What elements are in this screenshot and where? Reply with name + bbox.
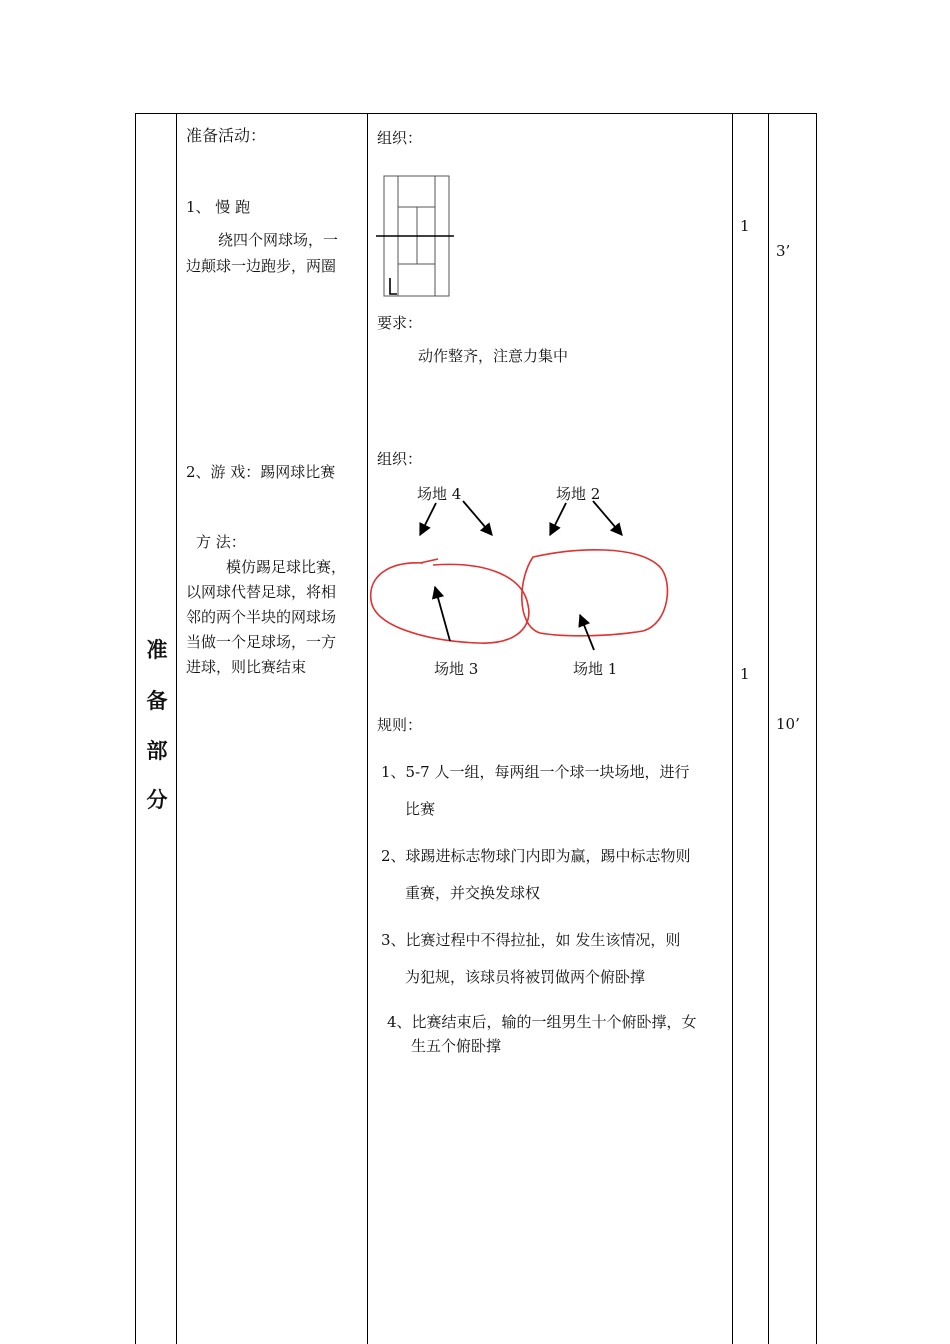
rule-line: 比赛 — [405, 800, 436, 818]
table-right-border — [816, 114, 817, 1344]
section-title-char: 备 — [146, 689, 168, 713]
rule-line: 1、5-7 人一组，每两组一个球一块场地，进行 — [381, 763, 690, 781]
method-line: 以网球代替足球，将相 — [186, 583, 337, 601]
requirement-label: 要求： — [377, 314, 423, 332]
field-label-4: 场地 4 — [417, 485, 462, 503]
field-label-1: 场地 1 — [573, 660, 618, 678]
column-divider-3 — [732, 114, 733, 1344]
section-title-char: 分 — [146, 788, 168, 812]
arrow — [550, 503, 566, 535]
method-line: 当做一个足球场，一方 — [186, 633, 337, 651]
method-line: 邻的两个半块的网球场 — [186, 608, 337, 626]
rules-label: 规则： — [377, 716, 423, 734]
arrow — [420, 503, 436, 535]
field-outline-left — [371, 559, 529, 643]
repetition-count: 1 — [740, 665, 750, 683]
column-divider-4 — [768, 114, 769, 1344]
duration: 3’ — [776, 242, 791, 260]
table-left-border — [135, 114, 136, 1344]
org-label: 组织： — [377, 450, 423, 468]
arrow — [593, 501, 622, 535]
rule-line: 生五个俯卧撑 — [411, 1037, 502, 1055]
rule-line: 2、球踢进标志物球门内即为赢，踢中标志物则 — [381, 847, 691, 865]
column-divider-1 — [176, 114, 177, 1344]
field-layout-diagram — [368, 495, 673, 660]
org-label: 组织： — [377, 129, 423, 147]
rule-line: 重赛，并交换发球权 — [405, 884, 541, 902]
repetition-count: 1 — [740, 217, 750, 235]
duration: 10’ — [776, 715, 800, 733]
field-label-3: 场地 3 — [434, 660, 479, 678]
rule-line: 4、比赛结束后，输的一组男生十个俯卧撑，女 — [387, 1013, 697, 1031]
arrow — [463, 501, 492, 535]
column-divider-2 — [367, 114, 368, 1344]
method-label: 方 法： — [196, 533, 246, 551]
rule-line: 3、比赛过程中不得拉扯，如 发生该情况，则 — [381, 931, 681, 949]
section-title-char: 部 — [146, 739, 168, 763]
activity-1-desc-line: 绕四个网球场，一 — [218, 231, 339, 249]
arrow — [435, 587, 450, 641]
method-line: 进球，则比赛结束 — [186, 658, 307, 676]
activity-1-title: 1、 慢 跑 — [186, 198, 251, 216]
rule-line: 为犯规，该球员将被罚做两个俯卧撑 — [405, 968, 646, 986]
requirement-text: 动作整齐，注意力集中 — [418, 347, 569, 365]
arrow — [580, 615, 594, 650]
activities-heading: 准备活动： — [186, 126, 267, 145]
field-outline-right — [522, 550, 668, 636]
tennis-court-diagram — [382, 174, 452, 298]
table-top-border — [135, 113, 817, 114]
activity-1-desc-line: 边颠球一边跑步，两圈 — [186, 257, 337, 275]
activity-2-title: 2、游 戏：踢网球比赛 — [186, 463, 336, 481]
method-line: 模仿踢足球比赛， — [226, 558, 347, 576]
section-title-char: 准 — [146, 638, 168, 662]
field-label-2: 场地 2 — [556, 485, 601, 503]
